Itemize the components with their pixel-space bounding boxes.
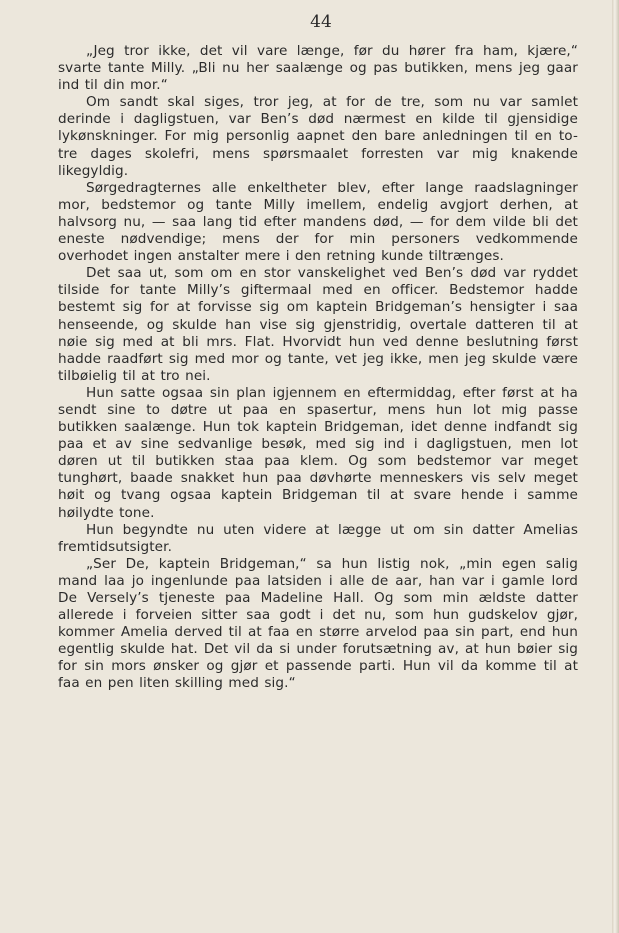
paragraph: Hun satte ogsaa sin plan igjennem en eftermiddag, efter først at ha sendt sine to døtre ut paa en spasertur, mens hun lot mig passe butikken saalænge. Hun tok kaptein Bridgeman, idet denne indfandt sig paa et av sine sedvanlige besøk, med sig ind i dagligstuen, men lot døren ut til butikken staa paa klem. Og som bedstemor var meget tunghørt, baade snakket hun paa døvhørte menneskers vis selv meget høit og tvang ogsaa kaptein Bridgeman til at svare hende i samme høilydte tone. [58,384,578,521]
paragraph: Sørgedragternes alle enkeltheter blev, efter lange raadslagninger mor, bedstemor og tante Milly imellem, endelig avgjort derhen, at halvsorg nu, — saa lang tid efter mandens død, — for dem vilde bli det eneste nødvendige; mens der for min personers vedkommende overhodet ingen anstalter mere i den retning kunde tiltrænges. [58,179,578,265]
paragraph: „Jeg tror ikke, det vil vare længe, før du hører fra ham, kjære,“ svarte tante Milly. „Bli nu her saalænge og pas butikken, mens jeg gaar ind til din mor.“ [58,43,578,94]
paragraph: Det saa ut, som om en stor vanskelighet ved Ben’s død var ryddet tilside for tante Milly’s giftermaal med en officer. Bedstemor hadde bestemt sig for at forvisse sig om kaptein Bridgeman’s hensigter i saa henseende, og skulde han vise sig gjenstridig, overtale datteren til at nøie sig med at bli mrs. Flat. Hvorvidt hun ved denne beslutning først hadde raadført sig med mor og tante, vet jeg ikke, men jeg skulde være tilbøielig til at tro nei. [58,265,578,384]
body-text [58,43,578,693]
paragraph: Om sandt skal siges, tror jeg, at for de tre, som nu var samlet derinde i dagligstuen, var Ben’s død nærmest en kilde til gjensidige lykønskninger. For mig personlig aapnet den bare anledningen til en to-tre dages skolefri, mens spørsmaalet forresten var mig knakende likegyldig. [58,94,578,179]
page-edge [612,0,619,933]
paragraph: „Ser De, kaptein Bridgeman,“ sa hun listig nok, „min egen salig mand laa jo ingenlunde paa latsiden i alle de aar, han var i gamle lord De Versely’s tjeneste paa Madeline Hall. Og som min ældste datter allerede i forveien sitter saa godt i det nu, som hun gudskelov gjør, kommer Amelia derved til at faa en større arvelod paa sin part, end hun egentlig skulde hat. Det vil da si under forutsætning av, at hun bøier sig for sin mors ønsker og gjør et passende parti. Hun vil da komme til at faa en pen liten skilling med sig.“ [58,555,578,692]
page-number: 44 [310,12,332,32]
paragraph: Hun begyndte nu uten videre at lægge ut om sin datter Amelias fremtidsutsigter. [58,521,578,555]
